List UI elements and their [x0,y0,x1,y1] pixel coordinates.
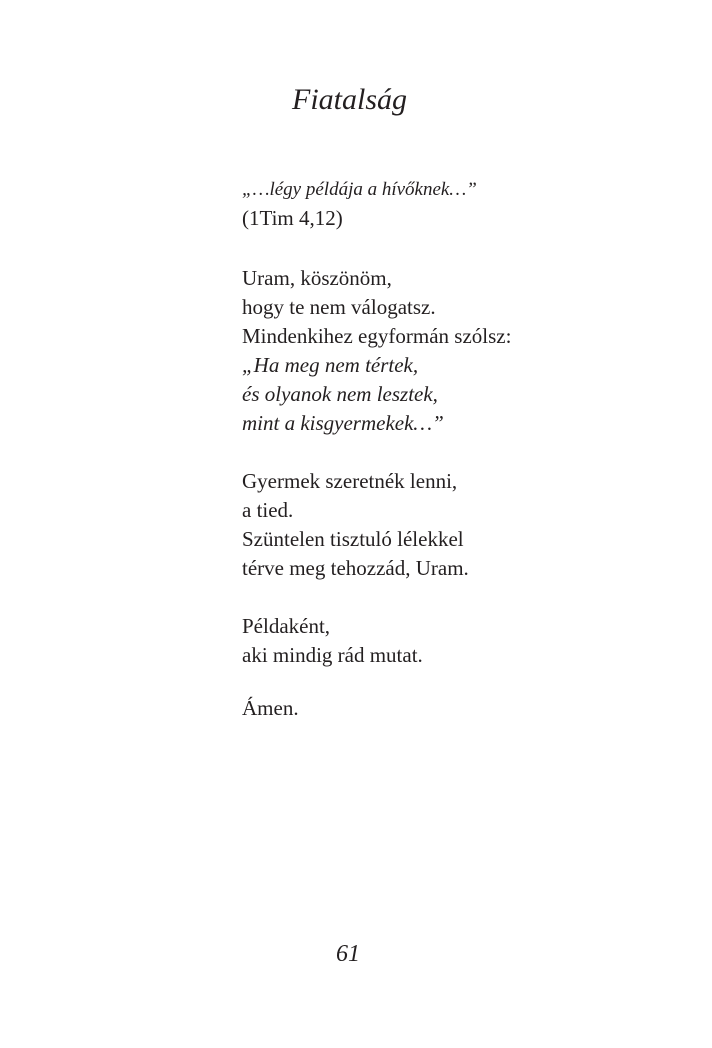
poem-line-quote: „Ha meg nem tértek, [242,353,419,377]
stanza-4 [242,694,682,723]
stanza-1 [242,264,682,438]
motto-reference: (1Tim 4,12) [242,206,343,230]
poem-line: a tied. [242,498,294,522]
poem-line-quote: és olyanok nem lesztek, [242,382,438,406]
poem-line: aki mindig rád mutat. [242,643,423,667]
poem-line: Ámen. [242,696,299,720]
poem-body [242,175,682,723]
poem-line: Uram, köszönöm, [242,266,392,290]
poem-line: hogy te nem válogatsz. [242,295,436,319]
motto-quote: „…légy példája a hívőknek…” [242,179,477,200]
poem-line: Szüntelen tisztuló lélekkel [242,527,464,551]
stanza-3 [242,612,682,670]
stanza-2 [242,467,682,583]
poem-line: térve meg tehozzád, Uram. [242,556,469,580]
poem-title: Fiatalság [292,83,408,116]
poem-line: Gyermek szeretnék lenni, [242,469,458,493]
page-number: 61 [336,941,360,967]
poem-line: Mindenkihez egyformán szólsz: [242,324,512,348]
poem-line: Példaként, [242,614,331,638]
poem-line-quote: mint a kisgyermekek…” [242,411,444,435]
motto [242,175,682,233]
